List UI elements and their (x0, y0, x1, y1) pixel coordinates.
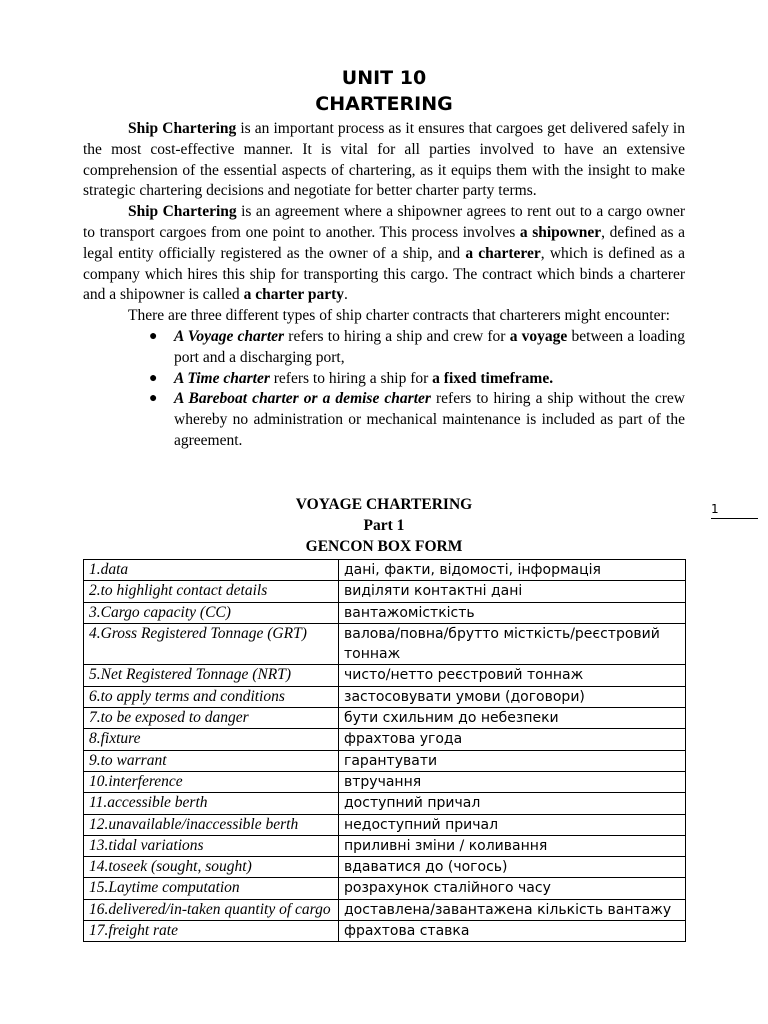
table-row (84, 857, 686, 878)
term: a charter party (243, 286, 344, 304)
table-row (84, 665, 686, 686)
term: Ship Chartering (128, 203, 237, 221)
english-term-cell: 13.tidal variations (84, 835, 339, 856)
english-term-cell: 17.freight rate (84, 921, 339, 942)
ukrainian-translation-cell: доставлена/завантажена кількість вантажу (339, 899, 686, 920)
list-item (83, 389, 685, 451)
ukrainian-translation-cell: доступний причал (339, 793, 686, 814)
page-number: 1 (711, 502, 719, 516)
intro-paragraph-2 (83, 202, 685, 306)
term: a fixed timeframe. (432, 369, 554, 387)
ukrainian-translation-cell: чисто/нетто реєстровий тоннаж (339, 665, 686, 686)
ukrainian-translation-cell: виділяти контактні дані (339, 581, 686, 602)
table-row (84, 581, 686, 602)
english-term-cell: 14.toseek (sought, sought) (84, 857, 339, 878)
ukrainian-translation-cell: гарантувати (339, 750, 686, 771)
english-term-cell: 6.to apply terms and conditions (84, 686, 339, 707)
english-term-cell: 1.data (84, 560, 339, 581)
table-row (84, 623, 686, 665)
english-term-cell: 9.to warrant (84, 750, 339, 771)
english-term-cell: 2.to highlight contact details (84, 581, 339, 602)
ukrainian-translation-cell: недоступний причал (339, 814, 686, 835)
table-row (84, 686, 686, 707)
ukrainian-translation-cell: приливні зміни / коливання (339, 835, 686, 856)
paragraph-text: is an agreement where a shipowner agrees to rent out to a cargo owner to transport cargoes from one point to another. This process involves (83, 203, 685, 241)
paragraph-text: . (344, 286, 348, 304)
page-title: CHARTERING (315, 93, 453, 115)
term: a voyage (509, 327, 568, 345)
bullet-icon: ● (149, 328, 158, 344)
term: a charterer (465, 244, 541, 262)
paragraph-text: is an important process as it ensures that cargoes get delivered safely in the most cost-effective manner. It is vital for all parties involved to have an extensive comprehension of the essential aspects of chartering, as it equips them with the insight to make strategic chartering decisions and negotiate for better charter party terms. (83, 120, 685, 200)
table-row (84, 835, 686, 856)
table-row (84, 878, 686, 899)
charter-types-list (83, 327, 685, 452)
bullet-icon: ● (149, 391, 158, 407)
list-item (83, 327, 685, 369)
table-row (84, 921, 686, 942)
section-title: VOYAGE CHARTERING (295, 496, 473, 513)
table-row (84, 750, 686, 771)
item-text: refers to hiring a ship without the crew whereby no administration or mechanical maintenance is included as part of the agreement. (174, 390, 685, 449)
item-text: refers to hiring a ship for (269, 369, 433, 387)
table-row (84, 560, 686, 581)
intro-paragraph-1 (83, 119, 685, 202)
ukrainian-translation-cell: розрахунок сталійного часу (339, 878, 686, 899)
term: A Bareboat charter or a demise charter (174, 390, 431, 408)
table-row (84, 708, 686, 729)
ukrainian-translation-cell: вдаватися до (чогось) (339, 857, 686, 878)
english-term-cell: 11.accessible berth (84, 793, 339, 814)
table-row (84, 814, 686, 835)
paragraph-text: , which is defined as a company which hires this ship for transporting this cargo. The contract which binds a charterer and a shipowner is called (83, 244, 685, 304)
ukrainian-translation-cell: валова/повна/брутто місткість/реєстровий тоннаж (339, 623, 686, 665)
table-row (84, 771, 686, 792)
english-term-cell: 7.to be exposed to danger (84, 708, 339, 729)
ukrainian-translation-cell: втручання (339, 771, 686, 792)
term: a shipowner (519, 223, 602, 241)
vocabulary-table-body (84, 560, 686, 942)
table-row (84, 602, 686, 623)
english-term-cell: 5.Net Registered Tonnage (NRT) (84, 665, 339, 686)
vocabulary-table (83, 559, 686, 942)
section-form-title: GENCON BOX FORM (305, 538, 463, 555)
ukrainian-translation-cell: застосовувати умови (договори) (339, 686, 686, 707)
list-item (83, 369, 685, 390)
term: Ship Chartering (128, 120, 237, 137)
intro-paragraph-3: There are three different types of ship charter contracts that charterers might encounter: (128, 307, 670, 325)
term: A Voyage charter (174, 327, 285, 345)
intro-text (83, 119, 685, 452)
english-term-cell: 12.unavailable/inaccessible berth (84, 814, 339, 835)
item-text: refers to hiring a ship and crew for (284, 327, 510, 345)
ukrainian-translation-cell: дані, факти, відомості, інформація (339, 560, 686, 581)
unit-number: UNIT 10 (341, 67, 427, 89)
english-term-cell: 10.interference (84, 771, 339, 792)
table-row (84, 729, 686, 750)
english-term-cell: 8.fixture (84, 729, 339, 750)
english-term-cell: 15.Laytime computation (84, 878, 339, 899)
table-row (84, 899, 686, 920)
english-term-cell: 16.delivered/in-taken quantity of cargo (84, 899, 339, 920)
ukrainian-translation-cell: фрахтова ставка (339, 921, 686, 942)
term: A Time charter (174, 369, 270, 387)
table-row (84, 793, 686, 814)
page-number-rule (711, 518, 758, 519)
english-term-cell: 4.Gross Registered Tonnage (GRT) (84, 623, 339, 665)
ukrainian-translation-cell: вантажомісткість (339, 602, 686, 623)
ukrainian-translation-cell: бути схильним до небезпеки (339, 708, 686, 729)
bullet-icon: ● (149, 370, 158, 386)
english-term-cell: 3.Cargo capacity (CC) (84, 602, 339, 623)
section-part: Part 1 (363, 517, 405, 534)
paragraph-text: , defined as a legal entity officially registered as the owner of a ship, and (83, 223, 686, 262)
item-text: between a loading port and a discharging port, (174, 327, 685, 366)
ukrainian-translation-cell: фрахтова угода (339, 729, 686, 750)
